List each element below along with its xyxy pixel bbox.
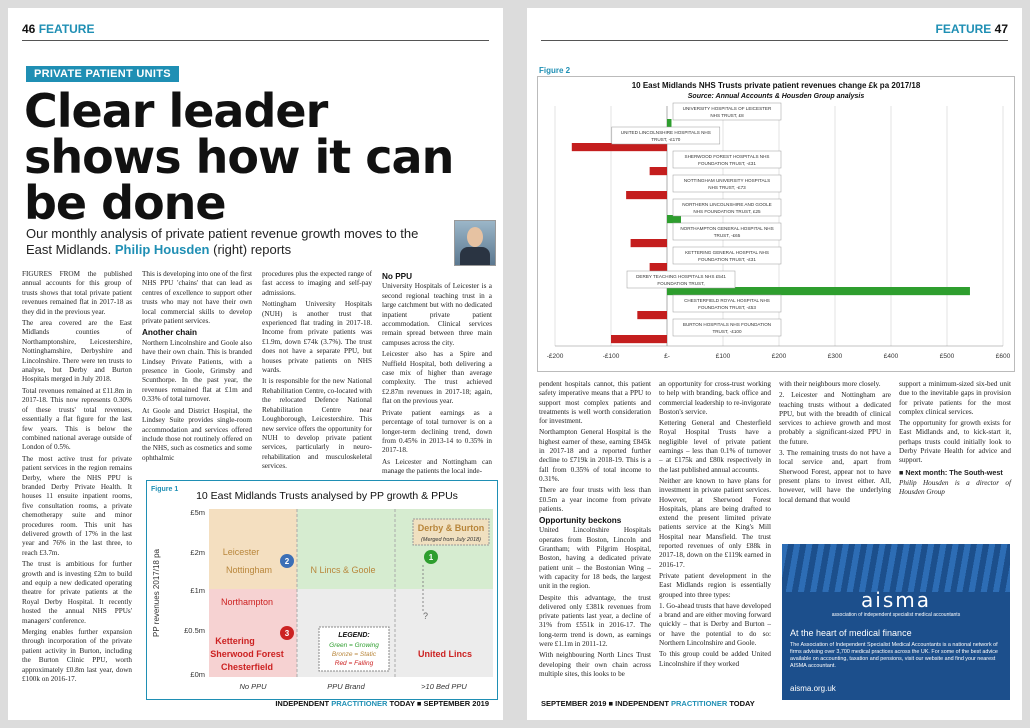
trust-label-leicester: Leicester bbox=[222, 547, 260, 557]
bar bbox=[650, 263, 667, 271]
column-2 bbox=[659, 380, 771, 671]
next-month: ■ Next month: The South-west bbox=[899, 467, 1003, 477]
paragraph: with their neighbours more closely. bbox=[779, 380, 881, 388]
bar bbox=[650, 167, 667, 175]
trust-label-northampton: Northampton bbox=[220, 597, 274, 607]
bar bbox=[631, 239, 667, 247]
right-page-header bbox=[936, 22, 1008, 36]
trust-label-n-lincs-goole: N Lincs & Goole bbox=[310, 565, 376, 575]
trust-label-derby-burton: Derby & Burton bbox=[417, 523, 485, 533]
column-1 bbox=[539, 380, 651, 681]
paragraph: Northern Lincolnshire and Goole also have their own chain. This is branded Lindsey Private Patients, with a presence in Goole, Grimsby and Scunthorpe. In the past year, the revenues remained flat at £1m and 0.33% of total turnover. bbox=[142, 338, 252, 404]
legend-title: LEGEND: bbox=[338, 632, 370, 639]
paragraph: Nottingham University Hospitals (NUH) is another trust that experienced flat trading in 2017-18. Income from private patients was £1.9m, down £74k (3.7%). The trust does not have a separate PPU, but houses private patients on NHS wards. bbox=[262, 300, 372, 375]
section-label: FEATURE bbox=[935, 22, 992, 36]
paragraph: The area covered are the East Midlands counties of Northamptonshire, Leicestershire, Nottinghamshire, Derbyshire and Lincolnshire. There were ten trusts to analyse, but Derby and Burton Hospitals merged in July 2018. bbox=[22, 319, 132, 384]
column-1 bbox=[22, 270, 132, 686]
category-label: CHESTERFIELD ROYAL HOSPITAL NHS bbox=[684, 298, 770, 303]
bar bbox=[626, 191, 667, 199]
paragraph: The most active trust for private patient services in the region remains Derby, where the NHS PPU is branded Derby Private Health. It houses 11 ensuite inpatient rooms, five consultation rooms, a private chemotherapy suite and minor procedures room. This unit has delivered growth of 17% in the last year and 76% in the last three, to reach £3.7m. bbox=[22, 454, 132, 557]
paragraph: United Lincolnshire Hospitals operates from Boston, Lincoln and Grantham; with Pilgrim Hospital, Boston, having a dedicated private patient unit – the Bostonian Wing – with capacity for 18 beds, the largest unit in the region. bbox=[539, 526, 651, 591]
section-label: FEATURE bbox=[38, 22, 95, 36]
column-4 bbox=[899, 380, 1011, 500]
figure-2 bbox=[537, 66, 1015, 372]
category-label: UNITED LINCOLNSHIRE HOSPITALS NHS bbox=[620, 130, 711, 135]
region-bed-ppu-lower bbox=[395, 589, 493, 677]
author-photo-face bbox=[467, 227, 483, 247]
category-label: BURTON HOSPITALS NHS FOUNDATION bbox=[682, 322, 772, 327]
marker-2-label: 2 bbox=[284, 557, 290, 566]
y-tick: £2m bbox=[190, 548, 205, 557]
advert-pattern bbox=[782, 544, 1010, 592]
footer-date: SEPTEMBER 2019 bbox=[541, 699, 607, 708]
advert-logo: aisma bbox=[861, 588, 931, 612]
category-label: DERBY TEACHING HOSPITALS NHS £541 bbox=[636, 274, 726, 279]
paragraph: It is responsible for the new National Rehabilitation Centre, co-located with the relocated Defence National Rehabilitation Centre near Loughborough, Leicestershire. This new service offers the opportunity for NUH to develop private patient services, particularly in neuro-rehabilitation and musculoskeletal services. bbox=[262, 377, 372, 471]
crosshead: Another chain bbox=[142, 328, 198, 338]
paragraph: This is developing into one of the first NHS PPU 'chains' that can lead as centres of excellence to support other trusts who may not have their own local commercial skills to develop private patient services. bbox=[142, 270, 252, 326]
category-label: UNIVERSITY HOSPITALS OF LEICESTER bbox=[682, 106, 772, 111]
category-label: FOUNDATION TRUST, -£31 bbox=[698, 257, 756, 262]
category-label: NOTTINGHAM UNIVERSITY HOSPITALS bbox=[683, 178, 771, 183]
bar bbox=[637, 311, 667, 319]
left-footer: INDEPENDENT PRACTITIONER TODAY ■ SEPTEMBER 2019 bbox=[275, 699, 489, 708]
x-tick-label: £200 bbox=[771, 353, 787, 360]
right-footer: SEPTEMBER 2019 ■ INDEPENDENT PRACTITIONER TODAY bbox=[541, 699, 755, 708]
paragraph: 2. Leicester and Nottingham are teaching trusts without a dedicated PPU, but with the breadth of clinical services to achieve growth and most probably a significant-sized PPU in the future. bbox=[779, 391, 891, 446]
category-label: NORTHERN LINCOLNSHIRE AND GOOLE bbox=[682, 202, 772, 207]
page-number: 47 bbox=[994, 22, 1008, 36]
figure-title: 10 East Midlands Trusts analysed by PP growth & PPUs bbox=[196, 490, 458, 502]
x-tick-label: £600 bbox=[995, 353, 1011, 360]
paragraph: Private patient development in the East Midlands region is essentially grouped into three types: bbox=[659, 571, 771, 599]
paragraph: 3. The remaining trusts do not have a local service and, apart from Sherwood Forest, appear not to have present plans to invest either. All, however, will have the underlying local demand that would bbox=[779, 449, 891, 504]
category-label: SHERWOOD FOREST HOSPITALS NHS bbox=[684, 154, 770, 159]
footer-text: TODAY bbox=[389, 699, 415, 708]
question-mark: ? bbox=[423, 611, 429, 621]
paragraph: Merging enables further expansion through incorporation of the private patient activity in Burton, including the Burton Clinic PPU, worth approximately £0.8m last year, down £100k on 2016-17. bbox=[22, 628, 132, 684]
header-rule bbox=[22, 40, 489, 41]
trust-label-sherwood-forest: Sherwood Forest bbox=[210, 649, 284, 659]
x-tick: No PPU bbox=[239, 682, 267, 691]
paragraph: an opportunity for cross-trust working to help with branding, back office and commercial leadership to re-invigorate Boston's service. bbox=[659, 380, 771, 416]
chart-title: 10 East Midlands NHS Trusts private patient revenues change £k pa 2017/18 bbox=[631, 81, 921, 90]
region-ppu-brand-upper bbox=[297, 509, 395, 589]
paragraph: With neighbouring North Lincs Trust developing their own chain across multiple sites, this looks to be bbox=[539, 651, 651, 678]
column-2 bbox=[142, 270, 252, 465]
author-photo bbox=[454, 220, 496, 266]
y-tick: £0m bbox=[190, 670, 205, 679]
footer-date: SEPTEMBER 2019 bbox=[423, 699, 489, 708]
paragraph: The trust is ambitious for further growth and is investing £2m to build and equip a new dedicated operating theatre for private patients at the Royal Derby Hospital. It recently hosted the annual NHS PPUs' managers' conference. bbox=[22, 560, 132, 625]
category-label: FOUNDATION TRUST, -£53 bbox=[698, 305, 756, 310]
legend-item: Green = Growing bbox=[329, 642, 379, 649]
figure-label: Figure 1 bbox=[151, 486, 179, 493]
bar bbox=[611, 335, 667, 343]
paragraph: There are four trusts with less than £0.5m a year income from private patients. bbox=[539, 486, 651, 513]
x-tick-label: £- bbox=[664, 353, 670, 360]
figure-1 bbox=[146, 480, 498, 700]
category-label: TRUST, -£65 bbox=[713, 233, 741, 238]
paragraph: As Leicester and Nottingham can manage the patients the local inde- bbox=[382, 457, 492, 476]
figure-1-diagram bbox=[147, 481, 497, 699]
y-axis-label: PP revenues 2017/18 pa bbox=[152, 549, 161, 637]
trust-note-merged: (Merged from July 2018) bbox=[421, 537, 481, 543]
paragraph: Neither are known to have plans for investment in private patient services. However, at Sherwood Forest Hospitals, plans are being drafted to extend the present limited private patients service at the King's Mill Hospital near Mansfield. The trust reported revenues of only £88k in 2017-18, down on the £119k earned in 2016-17. bbox=[659, 476, 771, 569]
x-tick-label: £100 bbox=[715, 353, 731, 360]
paragraph: The opportunity for growth exists for East Midlands and, to kick-start it, perhaps trusts could initially look to Derby Private Health for advice and support. bbox=[899, 419, 1011, 465]
figure-label: Figure 2 bbox=[539, 66, 571, 75]
headline: Clear leader shows how it can be done bbox=[24, 84, 454, 230]
category-label: TRUST, -£100 bbox=[712, 329, 742, 334]
x-tick-label: £500 bbox=[939, 353, 955, 360]
paragraph: Leicester also has a Spire and Nuffield Hospital, both delivering a case mix of higher than average complexity. The trust achieved £2.87m revenues in 2017-18; again, flat on the previous year. bbox=[382, 350, 492, 406]
bar bbox=[667, 119, 671, 127]
category-label: TRUST, -£170 bbox=[651, 137, 681, 142]
advert-tagline: At the heart of medical finance bbox=[790, 628, 912, 638]
trust-label-united-lincs: United Lincs bbox=[417, 649, 473, 659]
paragraph: 1. Go-ahead trusts that have developed a brand and are either moving forward quickly – that is Derby and Burton – or have the potential to do so: Northern Lincolnshire and Goole. bbox=[659, 601, 771, 648]
header-rule bbox=[541, 40, 1008, 41]
chart-x-ticks bbox=[547, 353, 1011, 360]
category-label: NHS FOUNDATION TRUST, £25 bbox=[693, 209, 761, 214]
paragraph: pendent hospitals cannot, this patient safety imperative means that a PPU to support most complex patients and treatments is well worth consideration for investment. bbox=[539, 380, 651, 426]
y-tick: £0.5m bbox=[184, 626, 205, 635]
author-bio: Philip Housden is a director of Housden Group bbox=[899, 478, 1011, 497]
category-label: KETTERING GENERAL HOSPITAL NHS bbox=[685, 250, 769, 255]
column-4 bbox=[382, 270, 492, 479]
author-suffix: (right) reports bbox=[213, 242, 292, 257]
trust-label-kettering: Kettering bbox=[215, 636, 255, 646]
left-page-header bbox=[22, 22, 94, 36]
advert-url[interactable]: aisma.org.uk bbox=[790, 684, 836, 693]
footer-text: INDEPENDENT bbox=[615, 699, 669, 708]
paragraph: FIGURES FROM the published annual accounts for this group of trusts shows that total private patient revenues remained flat in 2017-18 as they did in the previous year. bbox=[22, 270, 132, 316]
paragraph: University Hospitals of Leicester is a second regional teaching trust in a large catchment but with no dedicated inpatient private patient accommodation. Clinical services remain spread between three main campuses across the city. bbox=[382, 282, 492, 347]
x-tick: >10 Bed PPU bbox=[421, 682, 467, 691]
x-tick: PPU Brand bbox=[327, 682, 365, 691]
footer-text: PRACTITIONER bbox=[331, 699, 388, 708]
trust-label-chesterfield: Chesterfield bbox=[220, 662, 274, 672]
y-tick: £5m bbox=[190, 508, 205, 517]
kicker-label: PRIVATE PATIENT UNITS bbox=[26, 66, 179, 82]
category-label: NHS TRUST, £8 bbox=[710, 113, 744, 118]
paragraph: support a minimum-sized six-bed unit due to the inevitable gaps in provision for private patients for the most complex clinical services. bbox=[899, 380, 1011, 416]
x-tick-label: £400 bbox=[883, 353, 899, 360]
category-label: NHS TRUST, -£73 bbox=[708, 185, 746, 190]
marker-1-label: 1 bbox=[428, 553, 434, 562]
standfirst-text: Our monthly analysis of private patient revenue growth moves to the East Midlands. bbox=[26, 226, 419, 257]
paragraph: Despite this advantage, the trust delivered only £381k revenues from private patients last year, a decline of 31% from £551k in 2016-17. The long-term trend is down, as earnings were £1.1m in 2011-12. bbox=[539, 593, 651, 649]
y-tick: £1m bbox=[190, 586, 205, 595]
footer-text: TODAY bbox=[729, 699, 755, 708]
category-label: FOUNDATION TRUST, -£31 bbox=[698, 161, 756, 166]
paragraph: Kettering General and Chesterfield Royal Hospital Trusts have a negligible level of private patient earnings – less than 0.1% of turnover – at £175k and £80k respectively in the last published annual accounts. bbox=[659, 419, 771, 474]
category-label: NORTHAMPTON GENERAL HOSPITAL NHS bbox=[680, 226, 774, 231]
paragraph: Northampton General Hospital is the highest earner of these, earning £845k in 2017-18 and a reported further decline to £719k in 2018-19. This is a fall from 0.35% of total income to 0.31%. bbox=[539, 428, 651, 483]
x-tick-label: -£100 bbox=[602, 353, 620, 360]
author-photo-suit bbox=[460, 247, 490, 266]
author-name: Philip Housden bbox=[114, 242, 210, 257]
footer-text: INDEPENDENT bbox=[275, 699, 330, 708]
paragraph: procedures plus the expected range of fast access to imaging and self-pay admissions. bbox=[262, 270, 372, 297]
legend-item: Bronze = Static bbox=[331, 651, 377, 658]
column-3 bbox=[262, 270, 372, 474]
right-page bbox=[527, 8, 1022, 720]
x-tick-label: -£200 bbox=[546, 353, 564, 360]
advert-logo-sub: association of independent specialist medical accountants bbox=[831, 612, 961, 618]
page-number: 46 bbox=[22, 22, 36, 36]
figure-2-chart bbox=[537, 76, 1015, 372]
standfirst bbox=[26, 226, 446, 258]
category-label: FOUNDATION TRUST, bbox=[657, 281, 705, 286]
crosshead: Opportunity beckons bbox=[539, 516, 622, 526]
left-page bbox=[8, 8, 503, 720]
crosshead: No PPU bbox=[382, 272, 413, 281]
marker-3-label: 3 bbox=[284, 629, 290, 638]
aisma-advert[interactable] bbox=[782, 544, 1010, 700]
footer-text: PRACTITIONER bbox=[671, 699, 728, 708]
legend-item: Red = Falling bbox=[334, 660, 374, 667]
paragraph: At Goole and District Hospital, the Lindsey Suite provides single-room accommodation and services offered include those not routinely offered on the NHS, such as cosmetics and some ophthalmic bbox=[142, 406, 252, 462]
chart-subtitle: Source: Annual Accounts & Housden Group analysis bbox=[687, 93, 865, 100]
paragraph: To this group could be added United Lincolnshire if they worked bbox=[659, 650, 771, 668]
x-tick-label: £300 bbox=[827, 353, 843, 360]
column-3 bbox=[779, 380, 891, 507]
paragraph: Private patient earnings as a percentage of total turnover is on a longer-term declining trend, down from 0.45% in 2013-14 to 0.35% in 2017-18. bbox=[382, 408, 492, 455]
trust-label-nottingham: Nottingham bbox=[225, 565, 273, 575]
paragraph: Total revenues remained at £11.8m in 2017-18. This now represents 0.30% of these trusts' total revenues, essentially a flat figure for the last few years. This is below the combined national average outside of London of 0.5%. bbox=[22, 386, 132, 452]
advert-body: The Association of Independent Specialist Medical Accountants is a national network of firms advising over 3,700 medical practices across the UK. For some of the best advice available on accounting, taxation and pensions, visit our website and find your nearest AISMA accountant. bbox=[790, 642, 998, 669]
